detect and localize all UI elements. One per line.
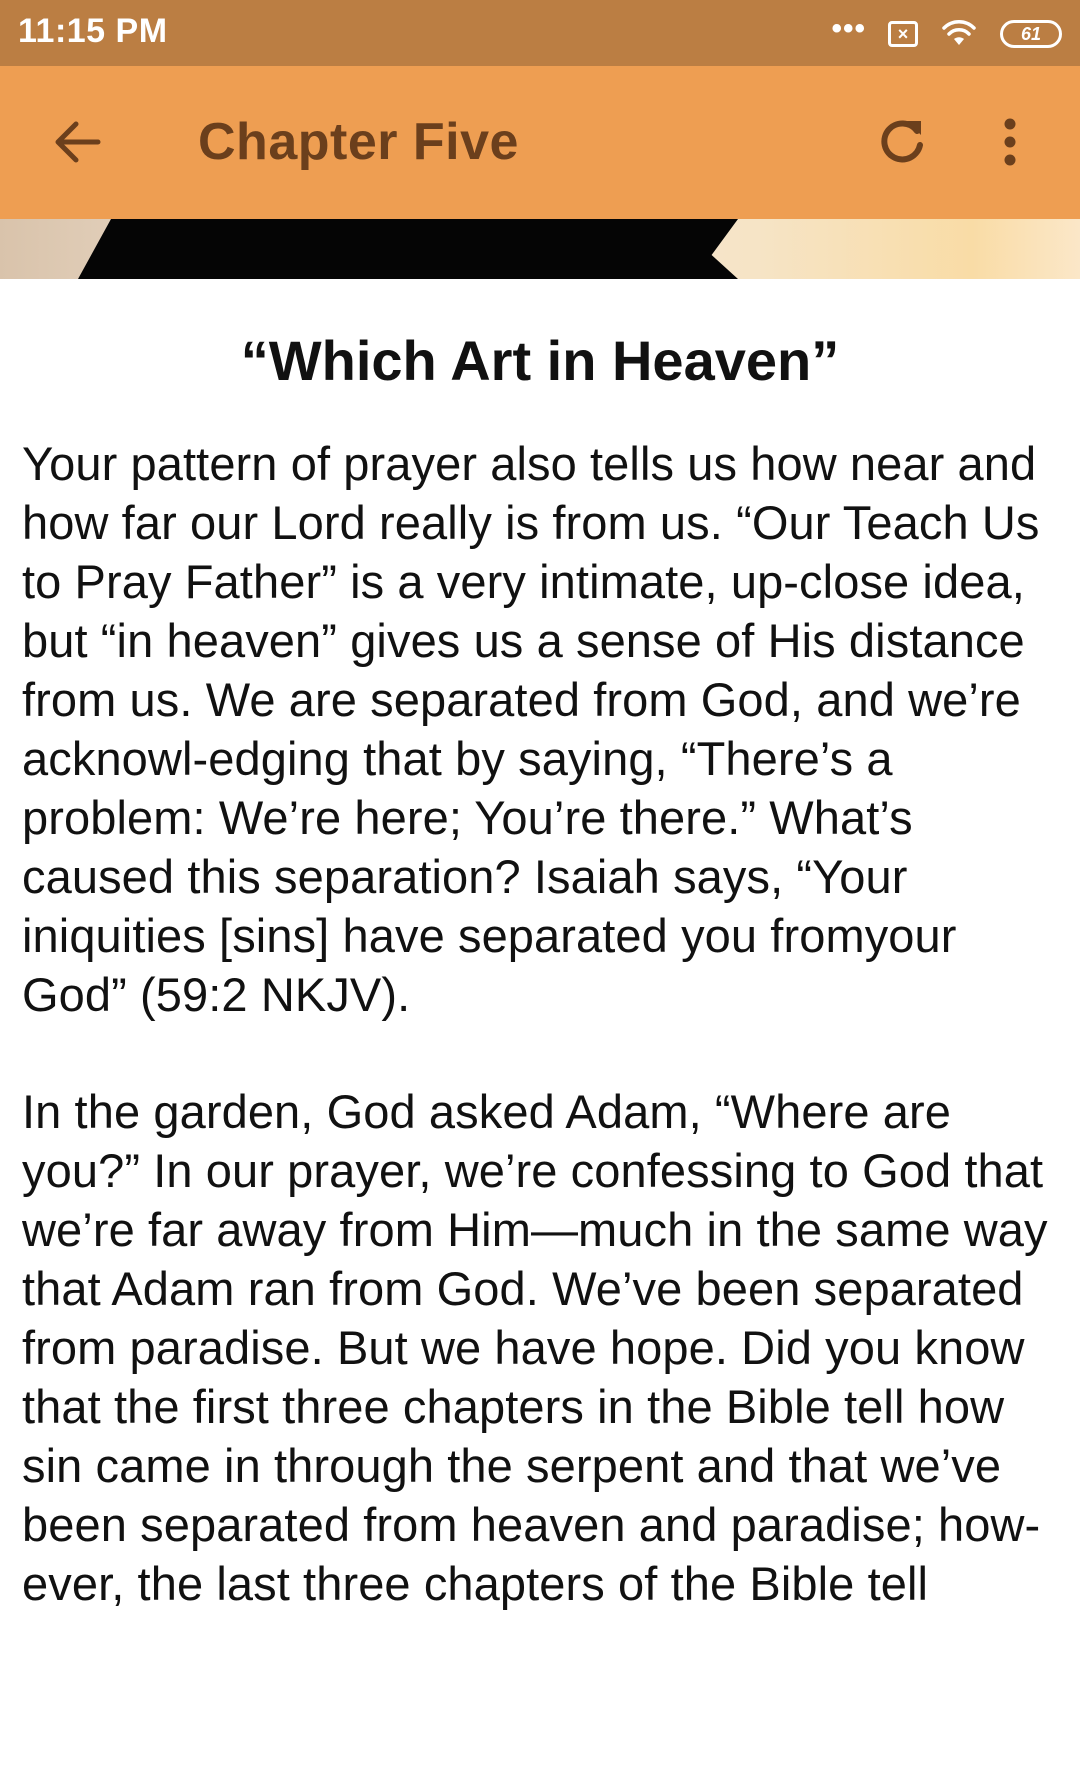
article-paragraph: In the garden, God asked Adam, “Where are you?” In our prayer, we’re confessing to God that we’re far away from Him—much in the same way that Adam ran from God. We’ve been separated from paradise. But we have hope. Did you know that the first three chapters in the Bible tell how sin came in through the serpent and that we’ve been separated from heaven and paradise; how-ever, the last three chapters of the Bible tell xyxy=(22,1085,1048,1611)
article-content[interactable] xyxy=(0,279,1080,1766)
battery-icon xyxy=(1000,20,1062,48)
more-vert-icon xyxy=(1003,117,1017,167)
notification-dots-icon: ••• xyxy=(831,12,866,45)
wifi-icon xyxy=(940,17,978,52)
status-icons xyxy=(831,14,1062,54)
overflow-menu-button[interactable] xyxy=(984,108,1036,176)
arrow-back-icon xyxy=(54,120,102,164)
refresh-icon xyxy=(877,117,927,167)
status-bar xyxy=(0,0,1080,66)
battery-level: 61 xyxy=(1020,23,1042,44)
article-title: “Which Art in Heaven” xyxy=(240,329,840,392)
app-toolbar xyxy=(0,66,1080,219)
sim-off-glyph: × xyxy=(897,24,909,44)
header-image-silhouette xyxy=(78,219,738,279)
page-title: Chapter Five xyxy=(198,113,519,171)
article-body xyxy=(0,434,1080,1613)
article-paragraph: Your pattern of prayer also tells us how near and how far our Lord really is from us. “Our Teach Us to Pray Father” is a very intimate, up-close idea, but “in heaven” gives us a sense of His distance from us. We are separated from God, and we’re acknowl-edging that by saying, “There’s a problem: We’re here; You’re there.” What’s caused this separation? Isaiah says, “Your iniquities [sins] have separated you fromyour God” (59:2 NKJV). xyxy=(22,437,1040,1022)
refresh-button[interactable] xyxy=(868,108,936,176)
back-button[interactable] xyxy=(44,108,112,176)
status-time: 11:15 PM xyxy=(18,12,168,50)
sim-off-icon xyxy=(888,21,918,47)
chapter-header-image xyxy=(0,219,1080,279)
